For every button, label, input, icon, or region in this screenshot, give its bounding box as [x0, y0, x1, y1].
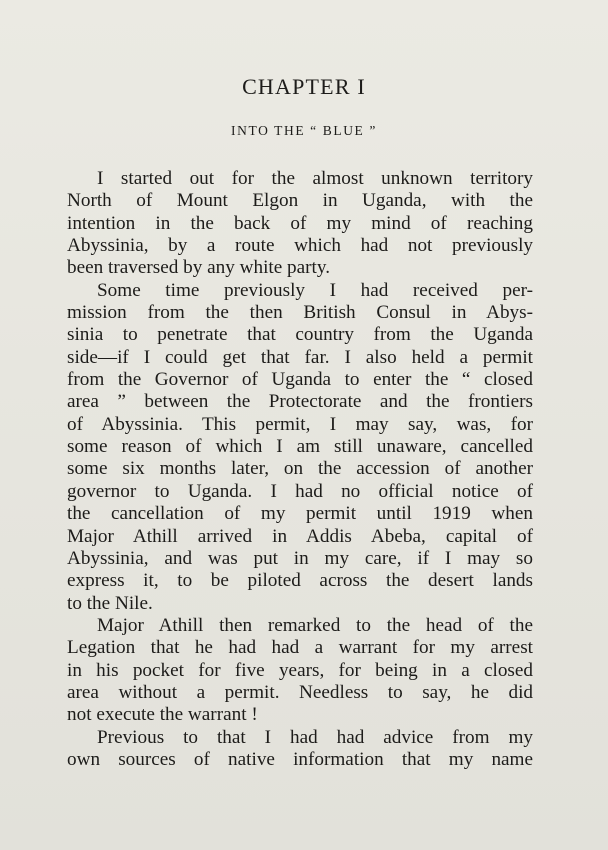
text-line: of Abyssinia. This permit, I may say, was, for — [67, 413, 533, 435]
text-line: the cancellation of my permit until 1919 when — [67, 503, 533, 525]
text-line: express it, to be piloted across the desert lands — [67, 570, 533, 592]
text-line: governor to Uganda. I had no official notice of — [67, 480, 533, 502]
text-line: Legation that he had had a warrant for my arrest — [67, 637, 533, 659]
text-line: sinia to penetrate that country from the Uganda — [67, 324, 533, 346]
text-line: North of Mount Elgon in Uganda, with the — [67, 190, 533, 212]
chapter-subtitle: INTO THE “ BLUE ” — [231, 123, 377, 138]
text-line: some reason of which I am still unaware, cancelled — [67, 436, 533, 458]
text-line: Some time previously I had received per- — [97, 279, 533, 301]
text-line: been traversed by any white party. — [67, 257, 331, 279]
text-line: not execute the warrant ! — [67, 704, 258, 726]
text-line: area without a permit. Needless to say, he did — [67, 681, 533, 703]
text-line: Previous to that I had had advice from my — [97, 726, 533, 748]
text-line: Major Athill arrived in Addis Abeba, capital of — [67, 525, 533, 547]
text-line: own sources of native information that my name — [67, 748, 533, 770]
chapter-title: CHAPTER I — [242, 74, 366, 99]
text-line: intention in the back of my mind of reaching — [67, 212, 533, 234]
text-line: Abyssinia, by a route which had not previously — [67, 235, 533, 257]
text-line: to the Nile. — [67, 592, 153, 614]
text-line: some six months later, on the accession of another — [67, 458, 533, 480]
text-line: side—if I could get that far. I also held a permit — [67, 346, 533, 368]
text-line: Major Athill then remarked to the head of the — [97, 614, 533, 636]
text-line: mission from the then British Consul in Abys- — [67, 302, 533, 324]
text-line: in his pocket for five years, for being in a closed — [67, 659, 533, 681]
text-line: I started out for the almost unknown territory — [97, 168, 533, 189]
text-line: Abyssinia, and was put in my care, if I may so — [67, 547, 533, 569]
body-text — [67, 168, 533, 771]
text-line: area ” between the Protectorate and the frontiers — [67, 391, 533, 413]
text-line: from the Governor of Uganda to enter the “ closed — [67, 369, 533, 391]
